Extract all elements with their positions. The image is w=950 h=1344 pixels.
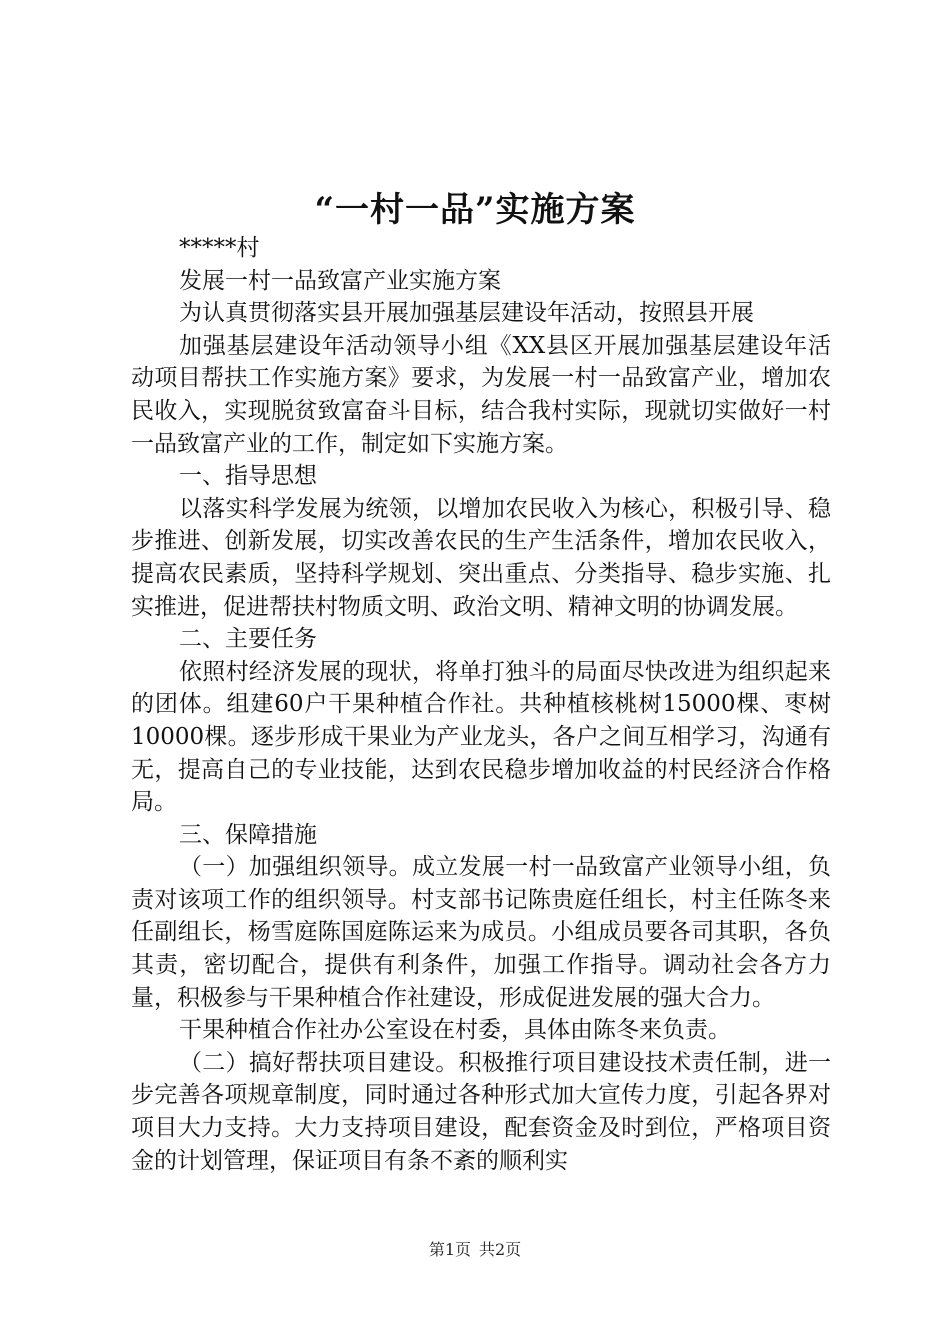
page-footer <box>0 1238 950 1262</box>
guiding-thought-paragraph: 以落实科学发展为统领，以增加农民收入为核心，积极引导、稳步推进、创新发展，切实改善农民的生产生活条件，增加农民收入，提高农民素质，坚持科学规划、突出重点、分类指导、稳步实施、扎实推进，促进帮扶村物质文明、政治文明、精神文明的协调发展。 <box>131 495 831 620</box>
safeguard-2-paragraph: （二）搞好帮扶项目建设。积极推行项目建设技术责任制，进一步完善各项规章制度，同时通过各种形式加大宣传力度，引起各界对项目大力支持。大力支持项目建设，配套资金及时到位，严格项目资金的计划管理，保证项目有条不紊的顺利实 <box>131 1049 831 1174</box>
intro-paragraph: 加强基层建设年活动领导小组《XX县区开展加强基层建设年活动项目帮扶工作实施方案》要求，为发展一村一品致富产业，增加农民收入，实现脱贫致富奋斗目标，结合我村实际，现就切实做好一村一品致富产业的工作，制定如下实施方案。 <box>131 332 831 457</box>
section-heading-guiding-thought: 一、指导思想 <box>179 463 317 490</box>
page-number: 第1页 <box>428 1240 471 1259</box>
safeguard-1-paragraph: （一）加强组织领导。成立发展一村一品致富产业领导小组，负责对该项工作的组织领导。村支部书记陈贵庭任组长，村主任陈冬来任副组长，杨雪庭陈国庭陈运来为成员。小组成员要各司其职，各负其责，密切配合，提供有利条件，加强工作指导。调动社会各方力量，积极参与干果种植合作社建设，形成促进发展的强大合力。 <box>131 854 831 1011</box>
cooperative-office-paragraph: 干果种植合作社办公室设在村委，具体由陈冬来负责。 <box>179 1017 731 1044</box>
section-heading-main-tasks: 二、主要任务 <box>179 626 317 653</box>
document-body <box>131 232 831 1177</box>
main-tasks-paragraph: 依照村经济发展的现状，将单打独斗的局面尽快改进为组织起来的团体。组建60户干果种植合作社。共种植核桃树15000棵、枣树10000棵。逐步形成干果业为产业龙头，各户之间互相学习，沟通有无，提高自己的专业技能，达到农民稳步增加收益的村民经济合作格局。 <box>131 658 831 816</box>
intro-paragraph-line: 为认真贯彻落实县开展加强基层建设年活动，按照县开展 <box>179 300 754 327</box>
village-name: *****村 <box>179 235 260 261</box>
document-subtitle: 发展一村一品致富产业实施方案 <box>179 267 501 294</box>
document-title: “一村一品”实施方案 <box>314 190 636 230</box>
page-total: 共2页 <box>479 1240 522 1259</box>
section-heading-safeguards: 三、保障措施 <box>179 821 317 848</box>
